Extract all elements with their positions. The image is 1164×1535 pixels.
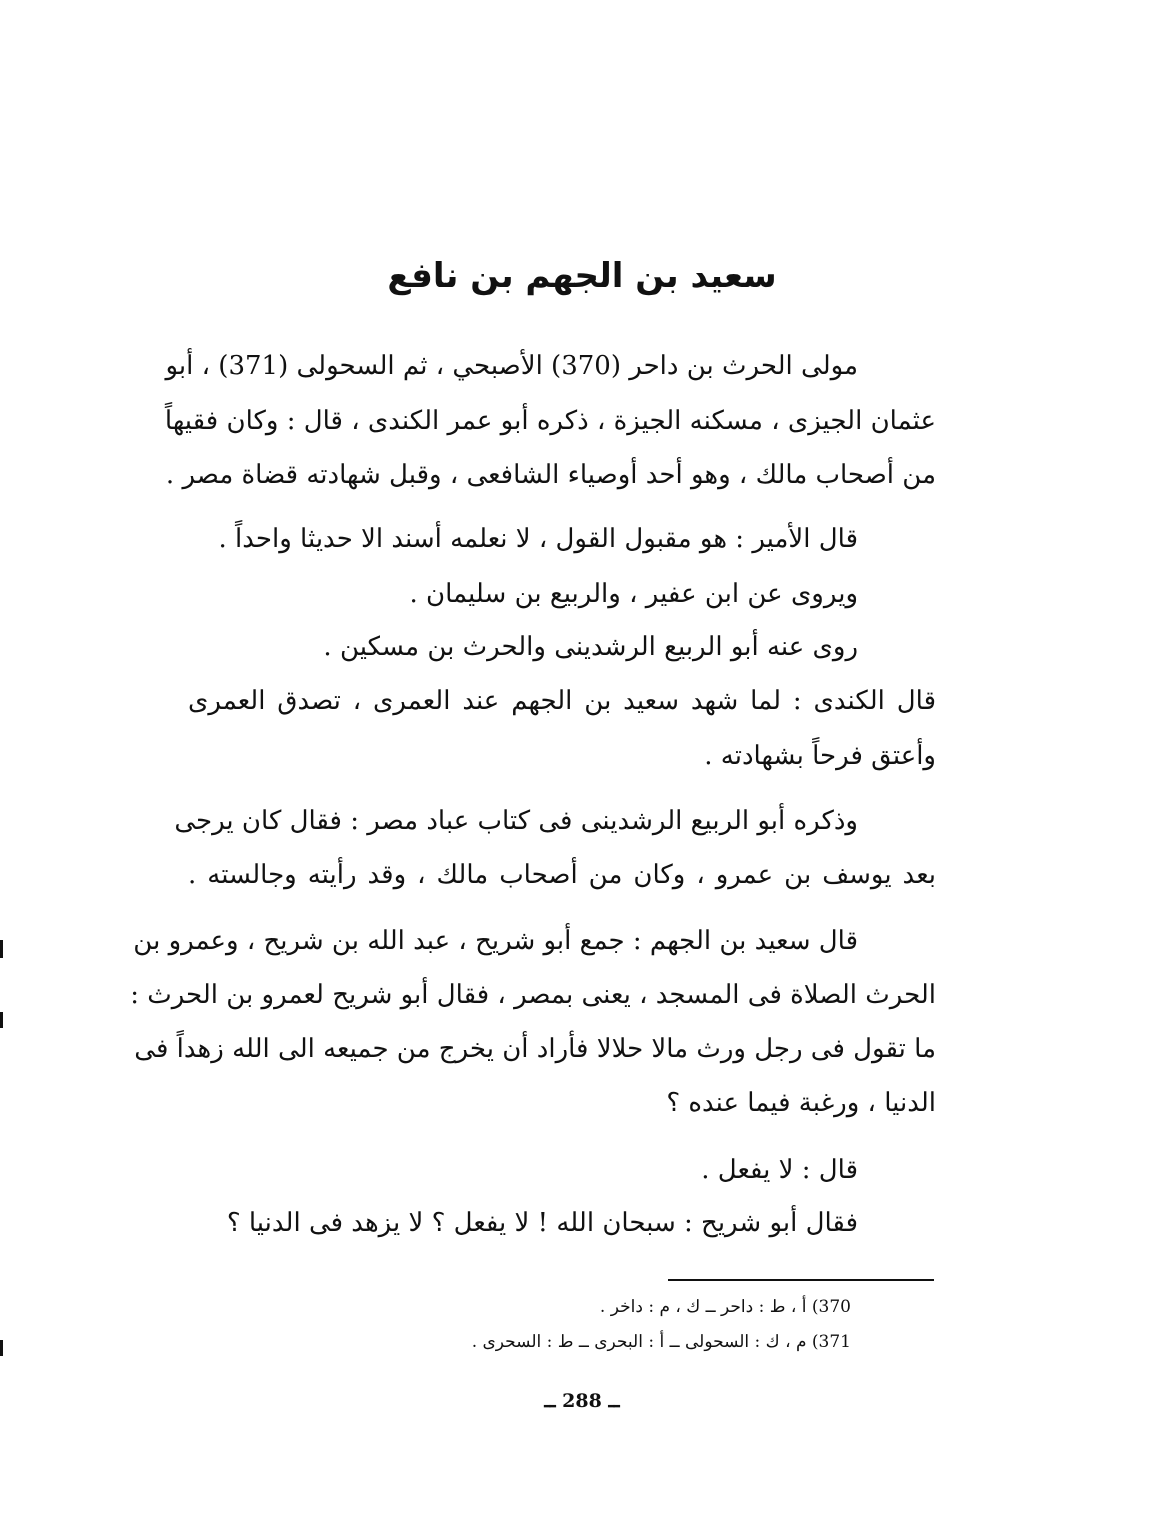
body-line: الدنيا ، ورغبة فيما عنده ؟ [666,1088,936,1118]
body-line: قال الأمير : هو مقبول القول ، لا نعلمه أسند الا حديثا واحداً . [218,524,858,554]
footnote: 371) م ، ك : السحولى ــ أ : البحرى ــ ط : السحرى . [471,1332,851,1352]
scan-margin-mark [0,1340,3,1356]
body-line: فقال أبو شريح : سبحان الله ! لا يفعل ؟ لا يزهد فى الدنيا ؟ [226,1208,858,1238]
body-line: قال الكندى : لما شهد سعيد بن الجهم عند العمرى ، تصدق العمرى [188,686,936,716]
page-title: سعيد بن الجهم بن نافع [387,256,777,296]
body-line: بعد يوسف بن عمرو ، وكان من أصحاب مالك ، وقد رأيته وجالسته . [188,860,936,890]
body-line: روى عنه أبو الربيع الرشدينى والحرث بن مسكين . [323,632,858,662]
body-line: الحرث الصلاة فى المسجد ، يعنى بمصر ، فقال أبو شريح لعمرو بن الحرث : [130,980,936,1010]
body-line: قال : لا يفعل . [701,1155,858,1185]
body-line: ما تقول فى رجل ورث مالا حلالا فأراد أن يخرج من جميعه الى الله زهداً فى [134,1034,936,1064]
footnote: 370) أ ، ط : داحر ــ ك ، م : داخر . [599,1297,851,1317]
scan-margin-mark [0,940,3,958]
body-line: ويروى عن ابن عفير ، والربيع بن سليمان . [409,579,858,609]
body-line: عثمان الجيزى ، مسكنه الجيزة ، ذكره أبو عمر الكندى ، قال : وكان فقيهاً [164,406,936,436]
body-line: من أصحاب مالك ، وهو أحد أوصياء الشافعى ، وقبل شهادته قضاة مصر . [165,460,936,490]
body-line: وذكره أبو الربيع الرشدينى فى كتاب عباد مصر : فقال كان يرجى [174,806,858,836]
scan-margin-mark [0,1012,3,1028]
body-line: قال سعيد بن الجهم : جمع أبو شريح ، عبد الله بن شريح ، وعمرو بن [133,926,858,956]
page-number: ــ 288 ــ [544,1390,620,1412]
body-line: مولى الحرث بن داحر (370) الأصبحي ، ثم السحولى (371) ، أبو [165,351,858,381]
body-line: وأعتق فرحاً بشهادته . [704,741,936,771]
footnote-rule [668,1279,934,1281]
